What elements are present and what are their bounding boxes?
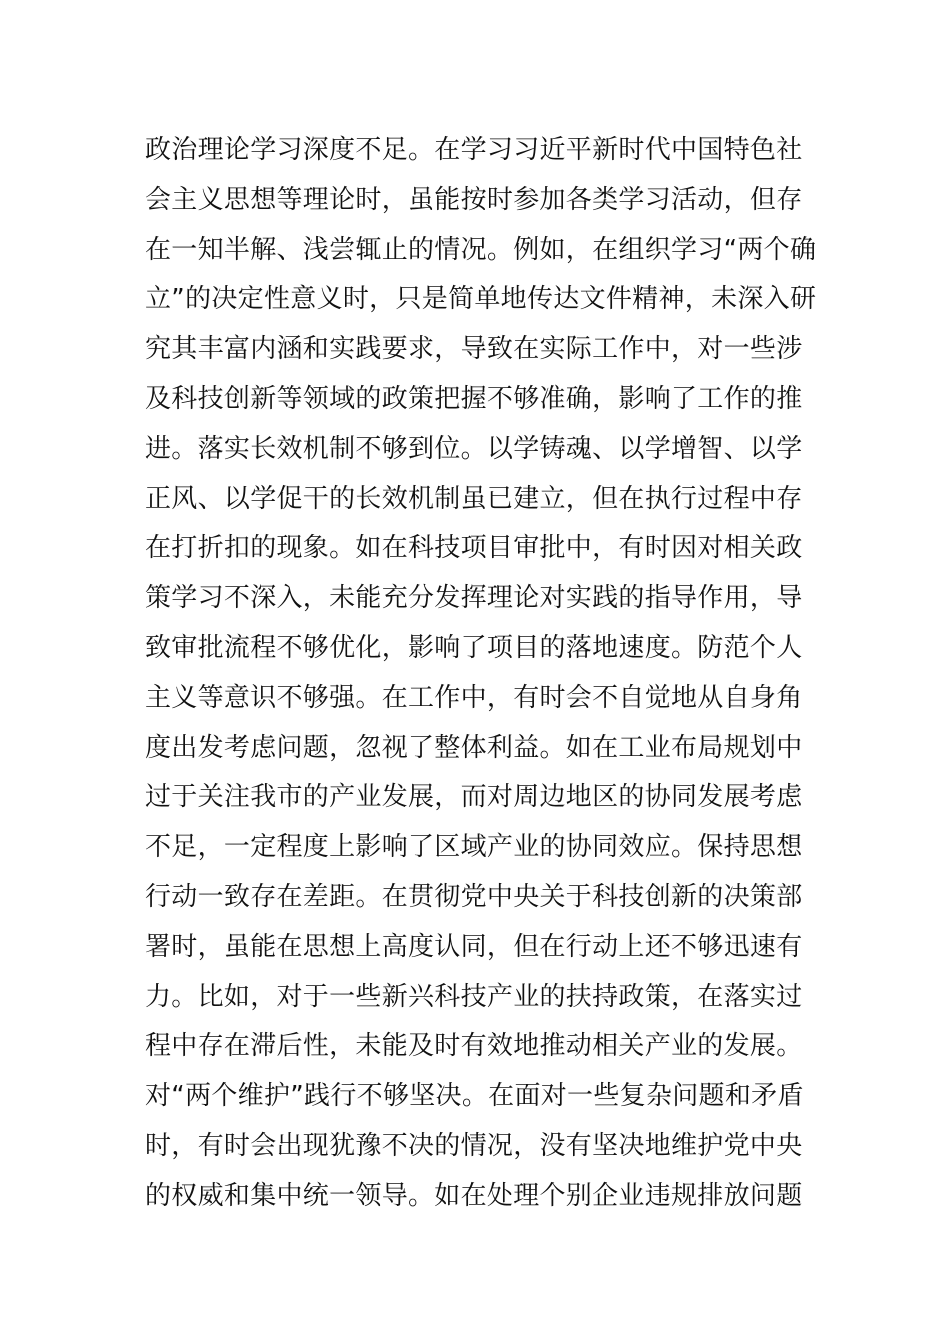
text-line: 对“两个维护”践行不够坚决。在面对一些复杂问题和矛盾 xyxy=(145,1081,804,1112)
text-line: 程中存在滞后性，未能及时有效地推动相关产业的发展。 xyxy=(145,1031,803,1062)
text-line: 会主义思想等理论时，虽能按时参加各类学习活动，但存 xyxy=(145,184,803,215)
text-line: 行动一致存在差距。在贯彻党中央关于科技创新的决策部 xyxy=(145,881,803,912)
text-line: 进。落实长效机制不够到位。以学铸魂、以学增智、以学 xyxy=(145,433,803,464)
text-line: 究其丰富内涵和实践要求，导致在实际工作中，对一些涉 xyxy=(145,334,803,365)
text-line: 过于关注我市的产业发展，而对周边地区的协同发展考虑 xyxy=(145,782,803,813)
text-line: 署时，虽能在思想上高度认同，但在行动上还不够迅速有 xyxy=(145,931,803,962)
text-line: 不足，一定程度上影响了区域产业的协同效应。保持思想 xyxy=(145,832,803,863)
text-line: 度出发考虑问题，忽视了整体利益。如在工业布局规划中 xyxy=(145,732,803,763)
text-line: 的权威和集中统一领导。如在处理个别企业违规排放问题 xyxy=(145,1180,803,1211)
text-line: 正风、以学促干的长效机制虽已建立，但在执行过程中存 xyxy=(145,483,803,514)
text-line: 及科技创新等领域的政策把握不够准确，影响了工作的推 xyxy=(145,383,803,414)
text-line: 致审批流程不够优化，影响了项目的落地速度。防范个人 xyxy=(145,632,803,663)
text-line: 在一知半解、浅尝辄止的情况。例如，在组织学习“两个确 xyxy=(145,234,817,265)
text-line: 力。比如，对于一些新兴科技产业的扶持政策，在落实过 xyxy=(145,981,803,1012)
text-line: 主义等意识不够强。在工作中，有时会不自觉地从自身角 xyxy=(145,682,803,713)
text-line: 在打折扣的现象。如在科技项目审批中，有时因对相关政 xyxy=(145,533,803,564)
text-line: 策学习不深入，未能充分发挥理论对实践的指导作用，导 xyxy=(145,583,803,614)
text-line: 立”的决定性意义时，只是简单地传达文件精神，未深入研 xyxy=(145,284,817,315)
body-text xyxy=(145,126,815,1222)
text-line: 时，有时会出现犹豫不决的情况，没有坚决地维护党中央 xyxy=(145,1130,803,1161)
text-line: 政治理论学习深度不足。在学习习近平新时代中国特色社 xyxy=(145,135,803,165)
